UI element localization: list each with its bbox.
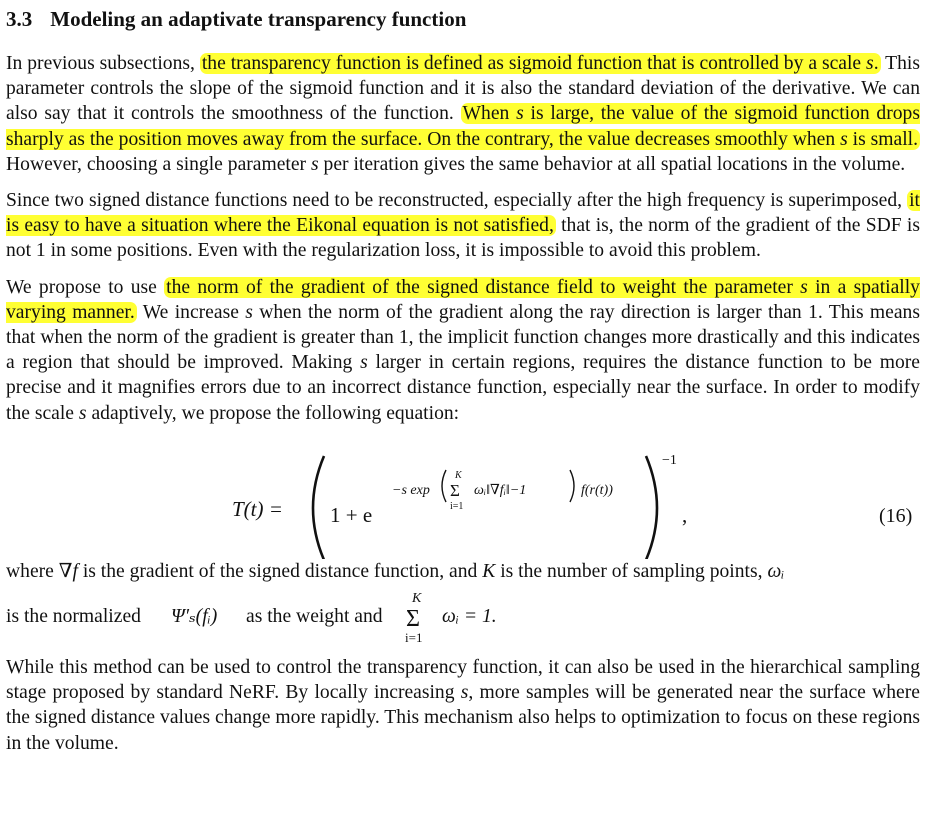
p4-line2-a: is the normalized (6, 606, 141, 628)
var-s: s (360, 352, 368, 374)
p3-hl-c: in a spatially varying manner. (6, 276, 920, 323)
paragraph-4-line-1 (6, 559, 920, 584)
p1-highlight-1 (200, 53, 881, 74)
section-title: Modeling an adaptivate transparency function (50, 7, 467, 31)
eq-sum-top: K (455, 469, 462, 481)
p4-sum-top: K (412, 591, 422, 607)
p4-sum-bottom: i=1 (405, 630, 423, 645)
var-psi: Ψ′ₛ(fᵢ) (171, 606, 218, 628)
equation-svg (6, 434, 920, 559)
p3-text-5: adaptively, we propose the following equation: (91, 402, 460, 424)
var-s: s (78, 402, 87, 424)
paragraph-3 (6, 275, 920, 426)
p4-line2-svg (6, 584, 920, 644)
p1-hl2-e: is small. (852, 128, 918, 150)
var-s: s (840, 128, 848, 150)
paragraph-4-line-2 (6, 584, 920, 644)
p4-sum-body: ωᵢ = 1. (442, 606, 497, 628)
eq-sum-bottom: i=1 (450, 500, 464, 512)
var-s: s (245, 301, 253, 323)
p2-text-2: that is, the norm of the gradient of the SDF is not 1 in some positions. Even with the regularization loss, it is impossible to avoid this problem. (6, 215, 921, 262)
var-s: s (460, 682, 469, 704)
eq-comma: , (682, 502, 688, 527)
eq-neg-s-exp: −s exp (392, 482, 430, 498)
p5-text-2: , more samples will be generated near the surface where the signed distance values change more rapidly. This mechanism also helps to optimization to focus on these regions in the volume. (6, 682, 920, 754)
section-number: 3.3 (6, 7, 33, 31)
var-s: s (800, 276, 808, 298)
p1-hl1-text: the transparency function is defined as sigmoid function that is controlled by a scale (201, 53, 862, 74)
p4-text-1: where (6, 560, 54, 582)
var-nabla-f: ∇f (58, 560, 78, 582)
p3-text-1: We propose to use (6, 276, 157, 298)
p4-text-3: is the number of sampling points, (500, 560, 763, 582)
eq-f-r-t: f(r(t)) (581, 482, 613, 498)
var-K: K (482, 560, 496, 582)
paragraph-2 (6, 188, 920, 264)
p4-sum-symbol: Σ (406, 606, 420, 633)
eq-right-paren (646, 456, 657, 559)
var-omega: ωᵢ (767, 560, 785, 582)
p4-text-2: is the gradient of the signed distance function, and (82, 560, 478, 582)
eq-one-plus-e: 1 + e (330, 502, 373, 527)
p2-highlight-1: it is easy to have a situation where the Eikonal equation is not satisfied, (6, 190, 920, 237)
var-s: s (311, 153, 319, 175)
equation-16 (6, 434, 920, 559)
eq-lhs: T(t) = (232, 496, 283, 521)
p1-hl2-c: is large, the value of the sigmoid function drops sharply as the position moves away from the surface. On the contrary, the value decreases smoothly when (6, 103, 920, 150)
p4-line2-b: as the weight and (246, 606, 383, 628)
eq-number: (16) (879, 504, 913, 527)
p3-text-2: We increase (142, 301, 239, 323)
p5-text-1: While this method can be used to control the transparency function, it can also be used in the hierarchical sampling stage proposed by standard NeRF. By locally increasing (6, 657, 920, 704)
eq-sum-symbol: Σ (450, 480, 460, 500)
p3-text-3: when the norm of the gradient along the ray direction is larger than 1. This means that when the norm of the gradient is greater than 1, the implicit function changes more drastically and this indicates a region that should be improved. Making (6, 301, 920, 374)
p1-text-1: In previous subsections, (6, 53, 195, 74)
eq-sum-body: ωᵢ‖∇fᵢ‖−1 (474, 482, 527, 498)
p1-text-3: However, choosing a single parameter (6, 153, 307, 175)
paragraph-5 (6, 655, 920, 756)
eq-left-paren (313, 456, 324, 559)
p3-hl-a: the norm of the gradient of the signed distance field to weight the parameter (166, 276, 793, 298)
paragraph-1 (6, 51, 920, 177)
p1-text-4: per iteration gives the same behavior at all spatial locations in the volume. (323, 153, 906, 175)
p3-text-4: larger in certain regions, requires the distance function to be more precise and it magnifies errors due to an incorrect distance function, especially near the surface. In order to modify the scale (6, 352, 921, 424)
eq-inner-right-paren (570, 470, 574, 502)
eq-outer-exponent: −1 (662, 452, 677, 468)
section-heading (6, 6, 920, 32)
eq-inner-left-paren (442, 470, 446, 502)
var-s: s (516, 103, 524, 125)
p2-text-1: Since two signed distance functions need to be reconstructed, especially after the high frequency is superimposed, (6, 190, 903, 212)
paper-page (6, 0, 920, 756)
var-s: s (866, 53, 874, 74)
p1-text-2: This parameter controls the slope of the sigmoid function and it is also the standard deviation of the derivative. We can also say that it controls the smoothness of the function. (6, 53, 921, 125)
p1-hl2-a: When (462, 103, 510, 125)
p1-hl1-end: . (873, 53, 879, 74)
